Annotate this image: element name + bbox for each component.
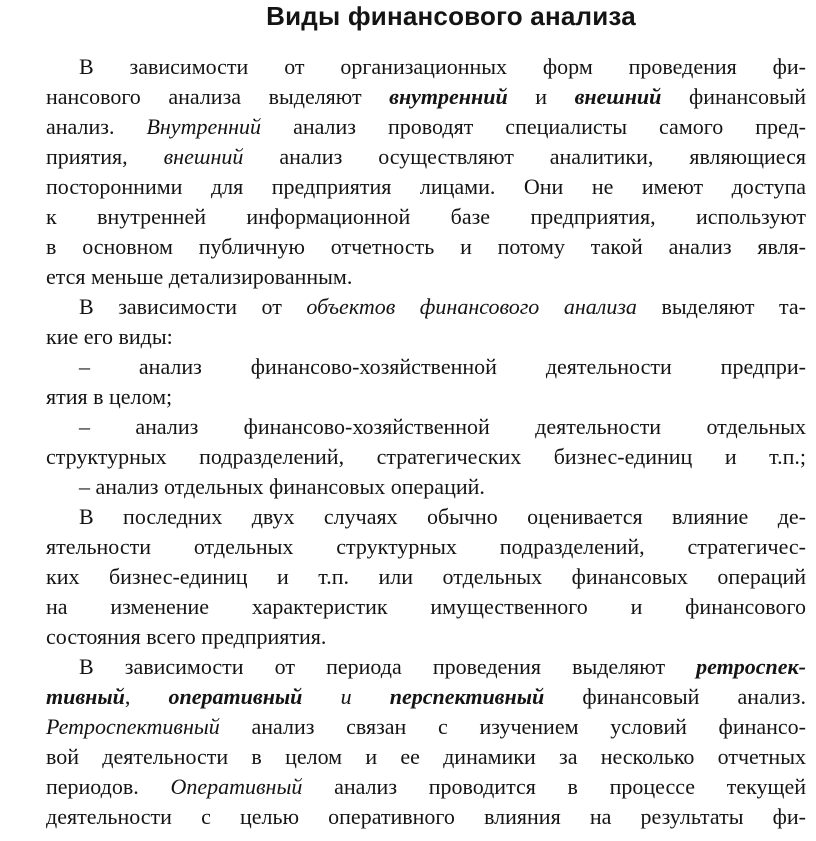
body-text: ятия в целом; (46, 384, 173, 409)
text-line (46, 82, 806, 112)
text-line (46, 142, 806, 172)
body-text: состояния всего предприятия. (46, 624, 327, 649)
body-text: анализ связан с изучением условий финансо- (219, 714, 806, 739)
text-line (46, 172, 806, 202)
body-text: к внутренней информационной базе предприятия, используют (46, 204, 806, 229)
text-line (46, 772, 806, 802)
body-text: анализ проводится в процессе текущей (302, 774, 806, 799)
body-text: на изменение характеристик имущественного и финансового (46, 594, 806, 619)
text-line (46, 652, 806, 682)
body-text: вой деятельности в целом и ее динамики за несколько отчетных (46, 744, 806, 769)
body-text: ется меньше детализированным. (46, 264, 353, 289)
text-line (46, 352, 806, 382)
body-text: В зависимости от периода проведения выделяют (79, 654, 697, 679)
body-text: В зависимости от организационных форм проведения фи- (79, 54, 806, 79)
italic-text: Ретроспективный (46, 714, 220, 739)
body-text: в основном публичную отчетность и потому такой анализ явля- (46, 234, 806, 259)
italic-text: объектов финансового анализа (306, 294, 637, 319)
italic-text: Оперативный (170, 774, 303, 799)
body-text: анализ осуществляют аналитики, являющиеся (243, 144, 806, 169)
bold-italic-text: оперативный (168, 684, 303, 709)
bold-italic-text: внешний (574, 84, 662, 109)
text-line (46, 202, 806, 232)
italic-text: Внутренний (146, 114, 262, 139)
text-line (46, 472, 806, 502)
bold-italic-text: ретроспек- (696, 654, 806, 679)
body-text: выделяют та- (636, 294, 806, 319)
body-text: структурных подразделений, стратегических бизнес-единиц и т.п.; (46, 444, 806, 469)
body-text: деятельности с целью оперативного влияния на результаты фи- (46, 804, 806, 829)
text-line (46, 562, 806, 592)
italic-text: внешний (163, 144, 244, 169)
body-text: посторонними для предприятия лицами. Они не имеют доступа (46, 174, 806, 199)
body-text: – анализ финансово-хозяйственной деятельности отдельных (79, 414, 806, 439)
body-text: , (124, 684, 169, 709)
text-line (46, 112, 806, 142)
body-text: – анализ финансово-хозяйственной деятельности предпри- (79, 354, 806, 379)
text-line (46, 682, 806, 712)
body-text: финансовый (661, 84, 806, 109)
body-text: кие его виды: (46, 324, 173, 349)
body-text: финансовый анализ. (544, 684, 806, 709)
body-text: нансового анализа выделяют (46, 84, 390, 109)
text-line (46, 292, 806, 322)
body-text: ятельности отдельных структурных подразделений, стратегичес- (46, 534, 806, 559)
text-line (46, 262, 806, 292)
text-line (46, 412, 806, 442)
body-text: В последних двух случаях обычно оценивается влияние де- (79, 504, 806, 529)
text-line (46, 742, 806, 772)
text-line (46, 382, 806, 412)
bold-italic-text: внутренний (389, 84, 508, 109)
body-text: ких бизнес-единиц и т.п. или отдельных финансовых операций (46, 564, 806, 589)
italic-text: и (302, 684, 390, 709)
text-line (46, 442, 806, 472)
text-line (46, 532, 806, 562)
body-text: В зависимости от (79, 294, 307, 319)
body-text: анализ. (46, 114, 147, 139)
body-text: и (507, 84, 575, 109)
text-line (46, 502, 806, 532)
text-line (46, 712, 806, 742)
text-line (46, 322, 806, 352)
text-column (46, 52, 806, 832)
bold-italic-text: тивный (46, 684, 125, 709)
page-title: Виды финансового анализа (266, 1, 636, 31)
text-line (46, 802, 806, 832)
body-text: анализ проводят специалисты самого пред- (261, 114, 806, 139)
text-line (46, 52, 806, 82)
text-line (46, 622, 806, 652)
text-line (46, 232, 806, 262)
body-text: периодов. (46, 774, 171, 799)
text-line (46, 592, 806, 622)
body-text: – анализ отдельных финансовых операций. (79, 474, 485, 499)
body-text: приятия, (46, 144, 164, 169)
bold-italic-text: перспективный (389, 684, 545, 709)
